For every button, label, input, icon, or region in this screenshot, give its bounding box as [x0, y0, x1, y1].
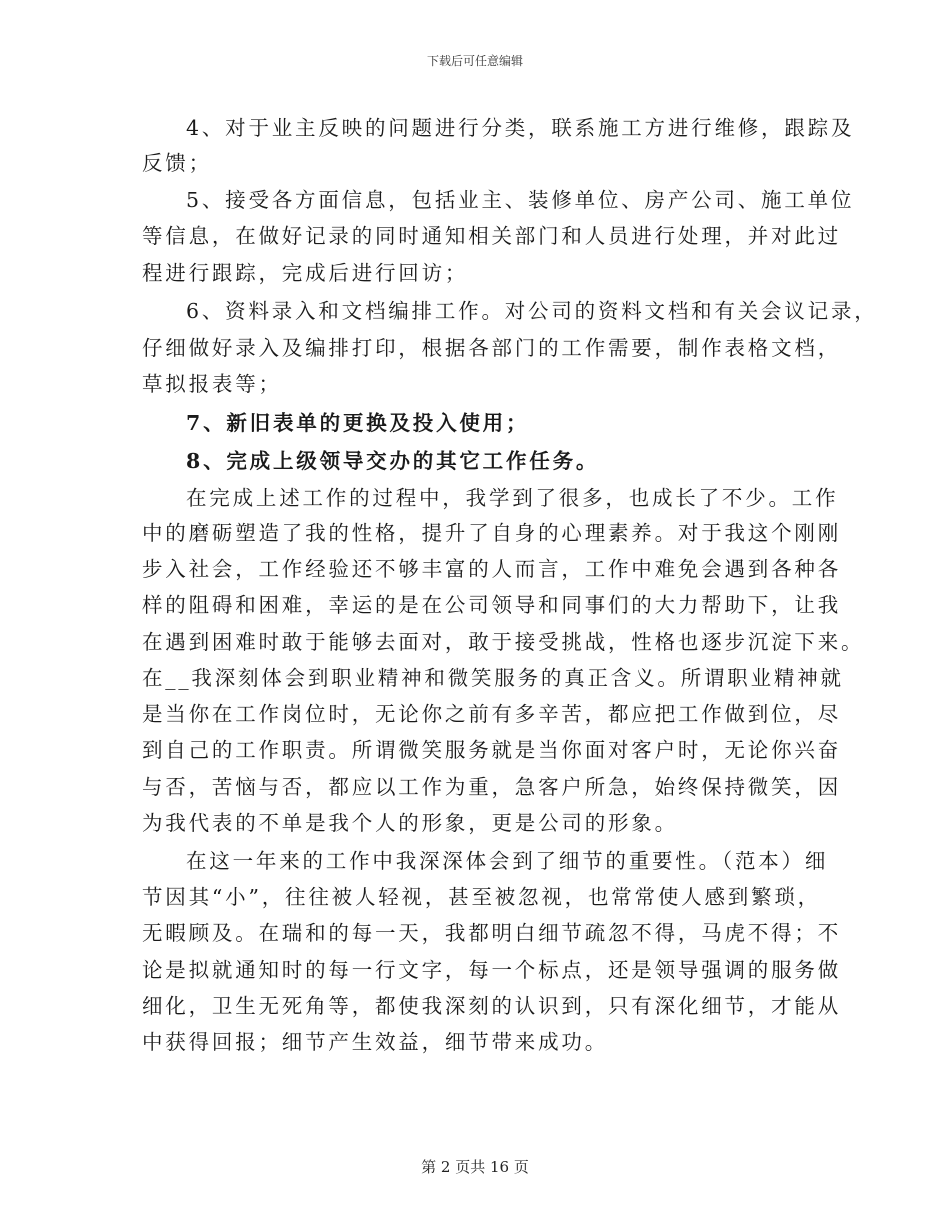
text-line: 无暇顾及。在瑞和的每一天，我都明白细节疏忽不得，马虎不得；不	[142, 921, 841, 945]
text-line-bold: 7、新旧表单的更换及投入使用；	[186, 411, 530, 435]
text-line: 在__我深刻体会到职业精神和微笑服务的真正含义。所谓职业精神就	[142, 666, 844, 690]
text-line-bold: 8、完成上级领导交办的其它工作任务。	[186, 449, 600, 473]
text-line: 草拟报表等；	[142, 372, 282, 396]
text-line: 节因其“小”，往往被人轻视，甚至被忽视，也常常使人感到繁琐，	[142, 885, 821, 909]
text-line: 在完成上述工作的过程中，我学到了很多，也成长了不少。工作	[186, 486, 839, 510]
text-line: 样的阻碍和困难，幸运的是在公司领导和同事们的大力帮助下，让我	[142, 593, 841, 617]
text-line: 程进行跟踪，完成后进行回访；	[142, 261, 469, 285]
text-line: 仔细做好录入及编排打印，根据各部门的工作需要，制作表格文档，	[142, 336, 841, 360]
text-line: 5、接受各方面信息，包括业主、装修单位、房产公司、施工单位	[186, 188, 855, 212]
text-line: 中获得回报；细节产生效益，细节带来成功。	[142, 1030, 608, 1054]
page-footer: 第 2 页共 16 页	[421, 1158, 529, 1176]
text-line: 与否，苦恼与否，都应以工作为重，急客户所急，始终保持微笑，因	[142, 775, 841, 799]
text-line: 反馈；	[142, 151, 212, 175]
page-header: 下载后可任意编辑	[426, 54, 523, 68]
text-line: 在遇到困难时敢于能够去面对，敢于接受挑战，性格也逐步沉淀下来。	[142, 630, 865, 654]
text-line: 4、对于业主反映的问题进行分类，联系施工方进行维修，跟踪及	[186, 116, 855, 140]
text-line: 等信息，在做好记录的同时通知相关部门和人员进行处理，并对此过	[142, 224, 841, 248]
text-line: 为我代表的不单是我个人的形象，更是公司的形象。	[142, 811, 678, 835]
text-line: 步入社会，工作经验还不够丰富的人而言，工作中难免会遇到各种各	[142, 557, 841, 581]
text-line: 论是拟就通知时的每一行文字，每一个标点，还是领导强调的服务做	[142, 958, 841, 982]
text-line: 中的磨砺塑造了我的性格，提升了自身的心理素养。对于我这个刚刚	[142, 521, 841, 545]
text-line: 在这一年来的工作中我深深体会到了细节的重要性。（范本）细	[186, 849, 829, 873]
text-line: 6、资料录入和文档编排工作。对公司的资料文档和有关会议记录，	[186, 299, 878, 323]
text-line: 细化，卫生无死角等，都使我深刻的认识到，只有深化细节，才能从	[142, 994, 841, 1018]
text-line: 到自己的工作职责。所谓微笑服务就是当你面对客户时，无论你兴奋	[142, 738, 841, 762]
text-line: 是当你在工作岗位时，无论你之前有多辛苦，都应把工作做到位，尽	[142, 702, 841, 726]
